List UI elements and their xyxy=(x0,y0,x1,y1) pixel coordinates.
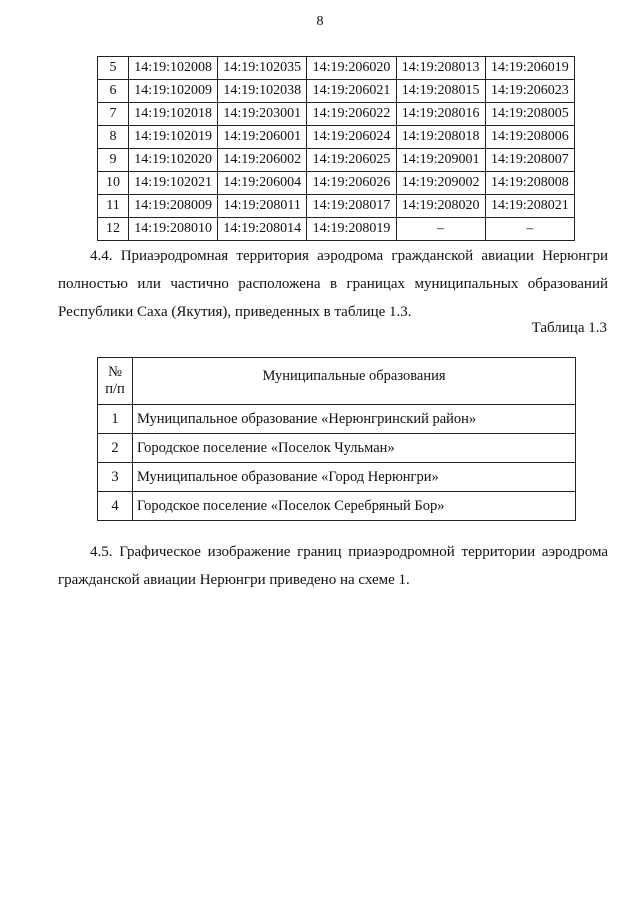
table-cell: 14:19:208010 xyxy=(129,218,218,241)
page-number: 8 xyxy=(316,14,324,29)
municipality-name: Муниципальное образование «Город Нерюнгри» xyxy=(133,463,576,492)
table-cell: 14:19:206026 xyxy=(307,172,396,195)
paragraph-4-5: 4.5. Графическое изображение границ приаэродромной территории аэродрома гражданской авиации Нерюнгри приведено на схеме 1. xyxy=(58,544,608,588)
table-cell: 14:19:208018 xyxy=(396,126,485,149)
header-num-symbol: № xyxy=(108,364,122,380)
table-cell: 14:19:206023 xyxy=(485,80,574,103)
row-number: 5 xyxy=(98,57,129,80)
table-cell: 14:19:206002 xyxy=(218,149,307,172)
table-row xyxy=(98,103,575,126)
table-caption: Таблица 1.3 xyxy=(531,320,607,336)
row-number: 4 xyxy=(98,492,133,521)
table-cell: 14:19:102021 xyxy=(129,172,218,195)
table-cell: 14:19:206001 xyxy=(218,126,307,149)
table-cell: 14:19:206024 xyxy=(307,126,396,149)
row-number: 10 xyxy=(98,172,129,195)
row-number: 1 xyxy=(98,405,133,434)
header-num-abbrev: п/п xyxy=(105,381,125,397)
table-cell: – xyxy=(485,218,574,241)
table-cell: 14:19:209001 xyxy=(396,149,485,172)
paragraph-4-4: 4.4. Приаэродромная территория аэродрома гражданской авиации Нерюнгри полностью или частично расположена в границах муниципальных образований Республики Саха (Якутия), приведенных в таблице 1.3. xyxy=(58,248,608,320)
table-cell: 14:19:102018 xyxy=(129,103,218,126)
table-cell: 14:19:206025 xyxy=(307,149,396,172)
municipality-name: Муниципальное образование «Нерюнгринский район» xyxy=(133,405,576,434)
table-cell: 14:19:209002 xyxy=(396,172,485,195)
table-cell: 14:19:208008 xyxy=(485,172,574,195)
table-row xyxy=(98,80,575,103)
table-cell: 14:19:206021 xyxy=(307,80,396,103)
table-row xyxy=(98,434,576,463)
table-row xyxy=(98,172,575,195)
table-cell: 14:19:102020 xyxy=(129,149,218,172)
row-number: 8 xyxy=(98,126,129,149)
table-cell: 14:19:208016 xyxy=(396,103,485,126)
table-cell: 14:19:208006 xyxy=(485,126,574,149)
table-cell: 14:19:208009 xyxy=(129,195,218,218)
table-cell: 14:19:102019 xyxy=(129,126,218,149)
table-cell: 14:19:208005 xyxy=(485,103,574,126)
table-row xyxy=(98,492,576,521)
table-row xyxy=(98,126,575,149)
row-number: 2 xyxy=(98,434,133,463)
table-row xyxy=(98,405,576,434)
row-number: 3 xyxy=(98,463,133,492)
cadastral-codes-table xyxy=(97,56,575,241)
table-cell: 14:19:102035 xyxy=(218,57,307,80)
row-number: 11 xyxy=(98,195,129,218)
table-row xyxy=(98,195,575,218)
column-header-title: Муниципальные образования xyxy=(133,358,576,405)
row-number: 7 xyxy=(98,103,129,126)
table-cell: 14:19:206022 xyxy=(307,103,396,126)
table-cell: 14:19:208013 xyxy=(396,57,485,80)
table-header-row xyxy=(98,358,576,405)
table-cell: 14:19:102008 xyxy=(129,57,218,80)
table-cell: 14:19:206004 xyxy=(218,172,307,195)
table-cell: 14:19:208007 xyxy=(485,149,574,172)
row-number: 6 xyxy=(98,80,129,103)
column-header-number xyxy=(98,358,133,405)
table-cell: 14:19:208011 xyxy=(218,195,307,218)
table-cell: 14:19:208020 xyxy=(396,195,485,218)
table-cell: 14:19:206020 xyxy=(307,57,396,80)
row-number: 9 xyxy=(98,149,129,172)
table-row xyxy=(98,57,575,80)
municipality-name: Городское поселение «Поселок Серебряный Бор» xyxy=(133,492,576,521)
table-cell: 14:19:102009 xyxy=(129,80,218,103)
table-cell: 14:19:206019 xyxy=(485,57,574,80)
table-cell: 14:19:208017 xyxy=(307,195,396,218)
table-row xyxy=(98,149,575,172)
table-cell: 14:19:203001 xyxy=(218,103,307,126)
row-number: 12 xyxy=(98,218,129,241)
table-cell: 14:19:208014 xyxy=(218,218,307,241)
table-cell: 14:19:208015 xyxy=(396,80,485,103)
table-cell: – xyxy=(396,218,485,241)
table-cell: 14:19:208019 xyxy=(307,218,396,241)
municipality-name: Городское поселение «Поселок Чульман» xyxy=(133,434,576,463)
table-cell: 14:19:208021 xyxy=(485,195,574,218)
municipal-formations-table xyxy=(97,357,576,521)
table-cell: 14:19:102038 xyxy=(218,80,307,103)
table-row xyxy=(98,218,575,241)
table-row xyxy=(98,463,576,492)
